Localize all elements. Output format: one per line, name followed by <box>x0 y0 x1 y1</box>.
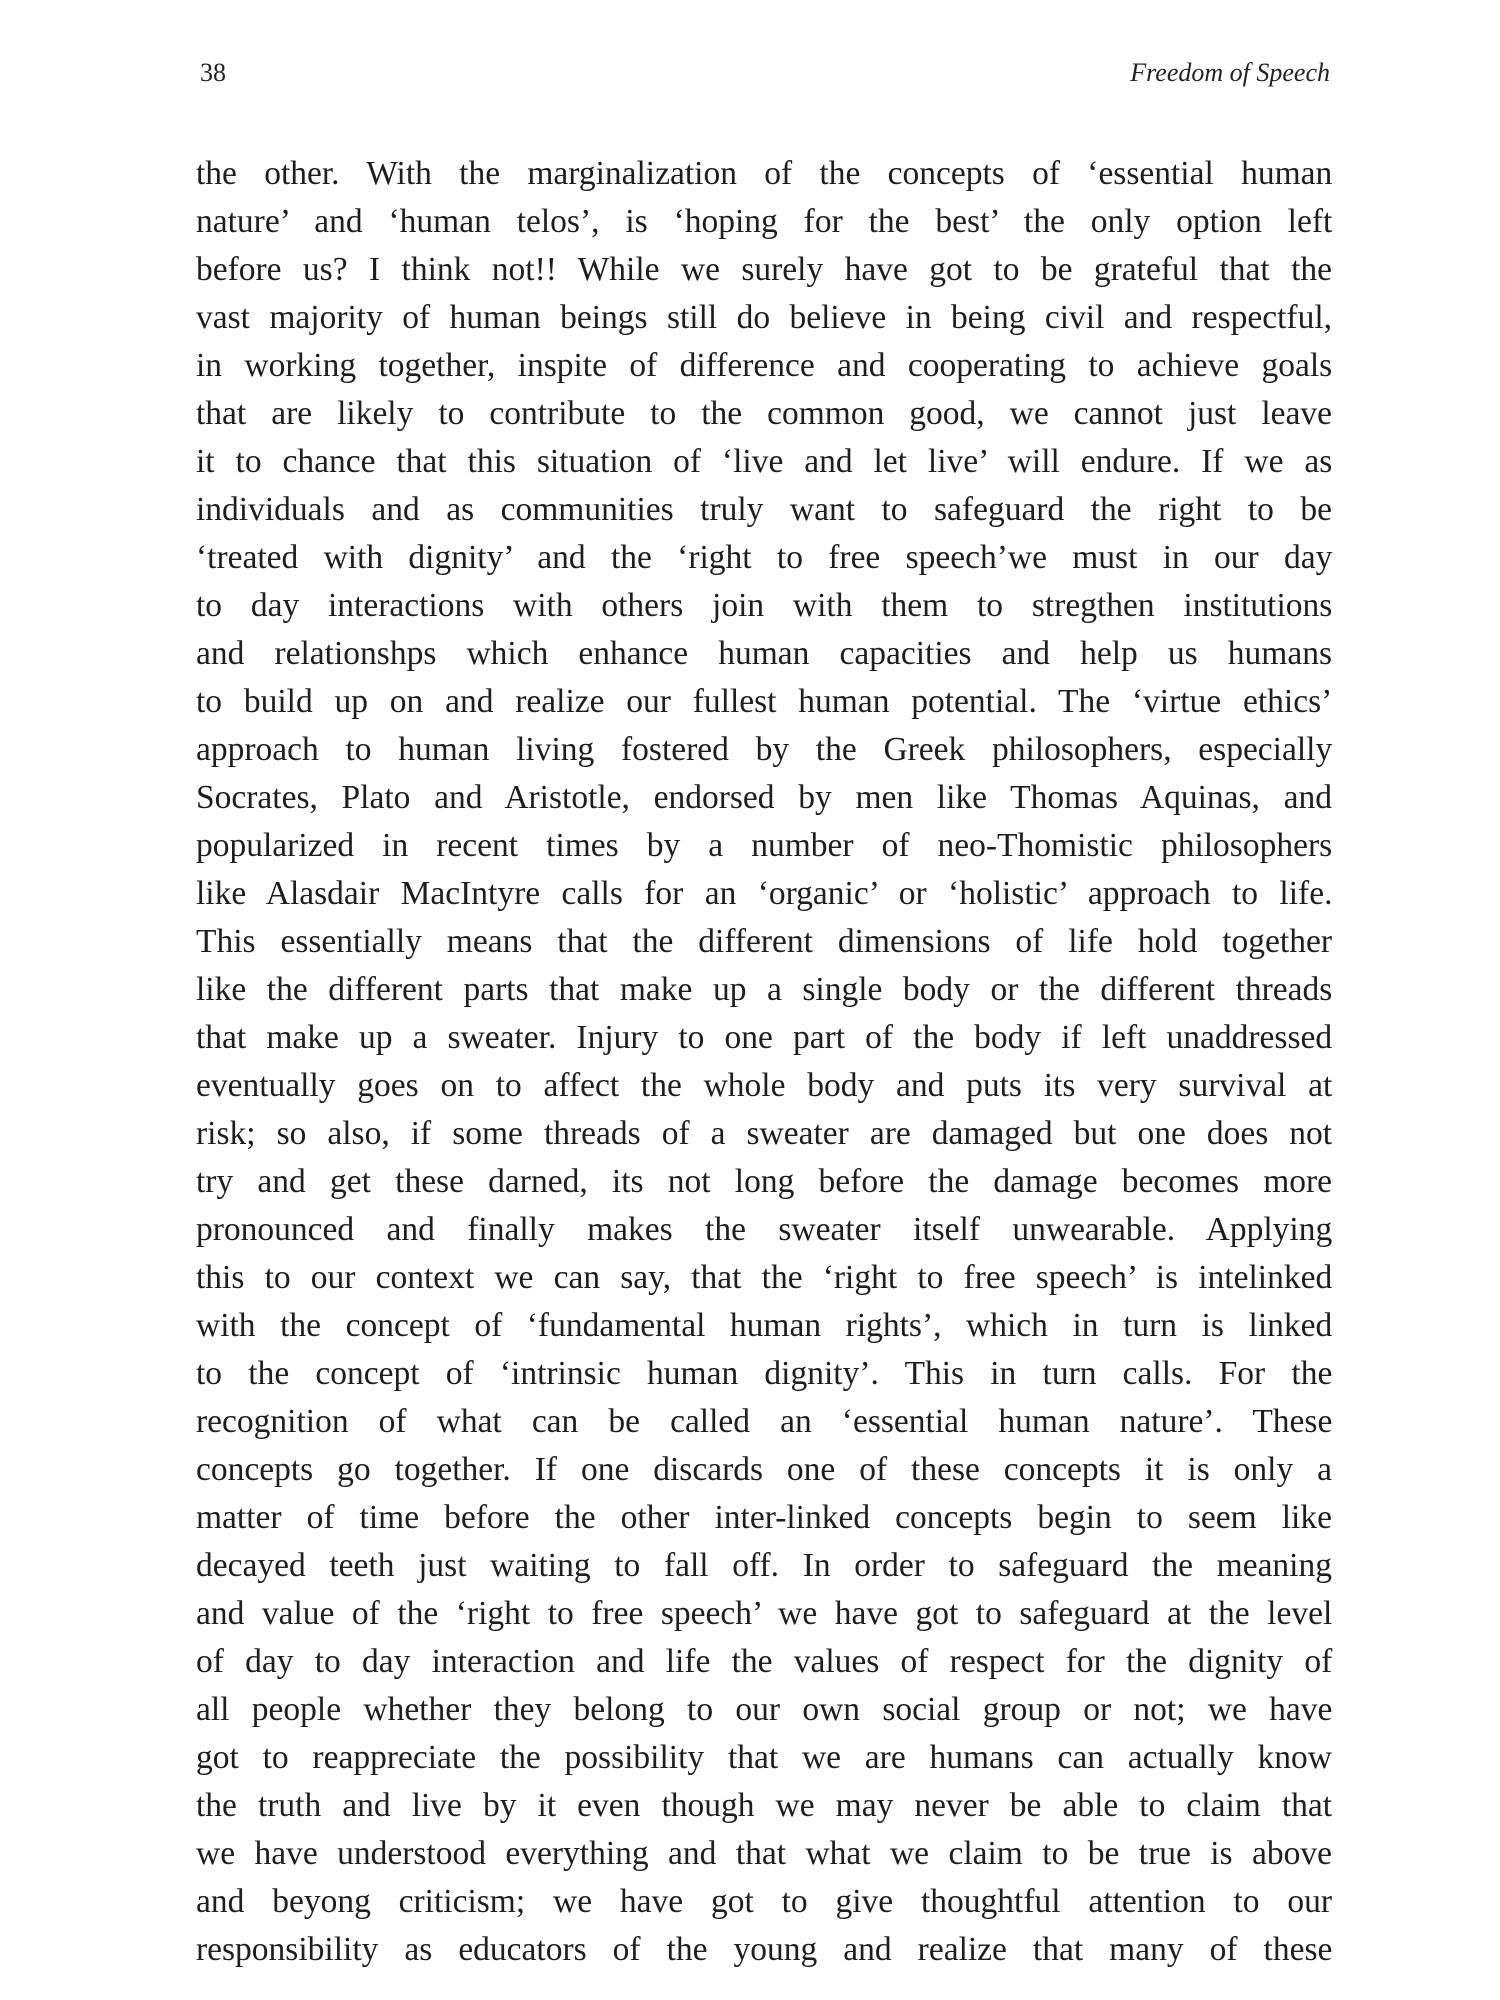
text-line: to day interactions with others join with them to stregthen institutions <box>196 587 1333 624</box>
body-text <box>196 150 1332 1974</box>
text-line: decayed teeth just waiting to fall off. In order to safeguard the meaning <box>196 1547 1332 1584</box>
text-line: and value of the ‘right to free speech’ we have got to safeguard at the level <box>196 1595 1333 1632</box>
page-number: 38 <box>200 58 226 87</box>
text-line: it to chance that this situation of ‘live and let live’ will endure. If we as <box>196 443 1333 480</box>
text-line: to build up on and realize our fullest human potential. The ‘virtue ethics’ <box>196 683 1333 720</box>
text-line: before us? I think not!! While we surely have got to be grateful that the <box>196 251 1332 288</box>
text-line: try and get these darned, its not long before the damage becomes more <box>196 1163 1333 1200</box>
text-line: vast majority of human beings still do believe in being civil and respectful, <box>196 299 1332 336</box>
text-line: concepts go together. If one discards one of these concepts it is only a <box>196 1451 1333 1488</box>
text-line: recognition of what can be called an ‘essential human nature’. These <box>196 1403 1333 1440</box>
text-line: of day to day interaction and life the values of respect for the dignity of <box>196 1643 1333 1680</box>
text-line: like the different parts that make up a single body or the different threads <box>196 971 1333 1008</box>
text-line: that make up a sweater. Injury to one part of the body if left unaddressed <box>196 1019 1333 1056</box>
text-line: all people whether they belong to our own social group or not; we have <box>196 1691 1333 1728</box>
text-line: like Alasdair MacIntyre calls for an ‘organic’ or ‘holistic’ approach to life. <box>196 875 1333 912</box>
text-line: risk; so also, if some threads of a sweater are damaged but one does not <box>196 1115 1333 1152</box>
text-line: with the concept of ‘fundamental human rights’, which in turn is linked <box>196 1307 1333 1344</box>
text-line: eventually goes on to affect the whole body and puts its very survival at <box>196 1067 1333 1104</box>
text-line: matter of time before the other inter-linked concepts begin to seem like <box>196 1499 1332 1536</box>
text-line: popularized in recent times by a number of neo-Thomistic philosophers <box>196 827 1333 864</box>
running-head-title: Freedom of Speech <box>1130 58 1330 87</box>
text-line: the truth and live by it even though we may never be able to claim that <box>196 1787 1333 1824</box>
text-line: this to our context we can say, that the ‘right to free speech’ is intelinked <box>196 1259 1333 1296</box>
text-line: we have understood everything and that what we claim to be true is above <box>196 1835 1332 1872</box>
text-line: to the concept of ‘intrinsic human dignity’. This in turn calls. For the <box>196 1355 1333 1392</box>
text-line: Socrates, Plato and Aristotle, endorsed by men like Thomas Aquinas, and <box>196 779 1332 816</box>
text-line: got to reappreciate the possibility that we are humans can actually know <box>196 1739 1332 1776</box>
text-line: individuals and as communities truly want to safeguard the right to be <box>196 491 1332 528</box>
text-line: This essentially means that the different dimensions of life hold together <box>196 923 1332 960</box>
text-line: responsibility as educators of the young and realize that many of these <box>196 1931 1333 1968</box>
text-line: and relationshps which enhance human capacities and help us humans <box>196 635 1332 672</box>
text-line: that are likely to contribute to the common good, we cannot just leave <box>196 395 1332 432</box>
text-line: approach to human living fostered by the Greek philosophers, especially <box>196 731 1333 768</box>
text-line: nature’ and ‘human telos’, is ‘hoping for the best’ the only option left <box>196 203 1333 240</box>
text-line: ‘treated with dignity’ and the ‘right to free speech’we must in our day <box>196 539 1333 576</box>
text-line: pronounced and finally makes the sweater itself unwearable. Applying <box>196 1211 1333 1248</box>
text-line: and beyong criticism; we have got to give thoughtful attention to our <box>196 1883 1332 1920</box>
text-line: in working together, inspite of difference and cooperating to achieve goals <box>196 347 1333 384</box>
text-line: the other. With the marginalization of the concepts of ‘essential human <box>196 155 1333 192</box>
